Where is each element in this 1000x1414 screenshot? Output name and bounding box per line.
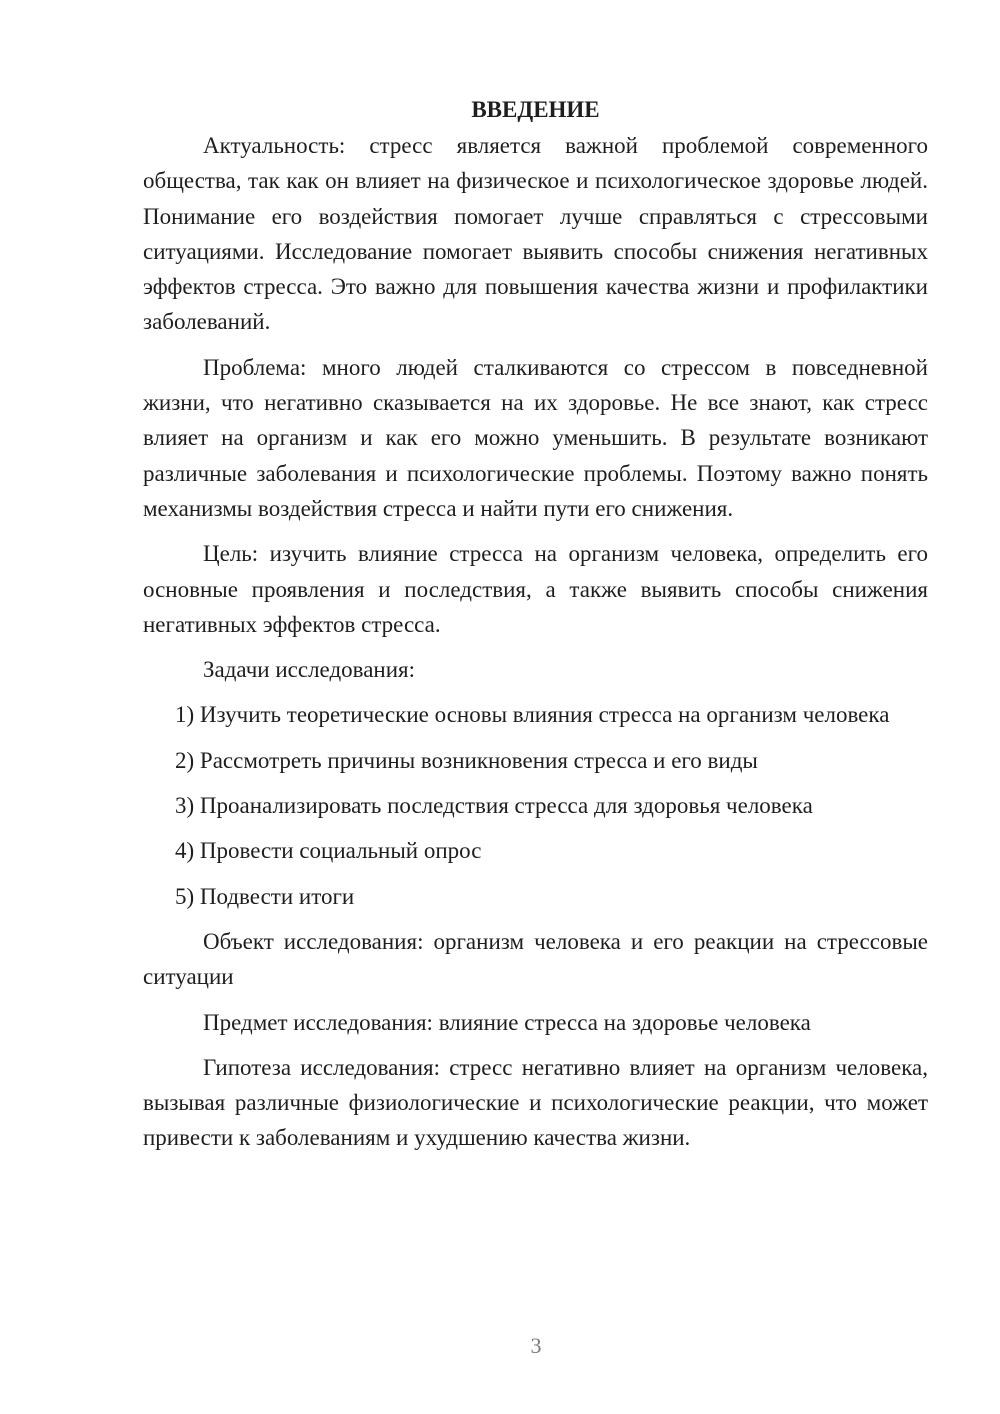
object-paragraph: Объект исследования: организм человека и его реакции на стрессовые ситуации <box>143 928 928 990</box>
tasks-heading: Задачи исследования: <box>203 657 416 683</box>
hypothesis-paragraph: Гипотеза исследования: стресс негативно влияет на организм человека, вызывая различные физиологические и психологические реакции, что может привести к заболеваниям и ухудшению качества жизни. <box>143 1054 928 1151</box>
task-item: 5) Подвести итоги <box>175 883 355 909</box>
relevance-paragraph: Актуальность: стресс является важной проблемой современного общества, так как он влияет на физическое и психологическое здоровье людей. Понимание его воздействия помогает лучше справляться с стрессовыми ситуациями. Исследование помогает выявить способы снижения негативных эффектов стресса. Это важно для повышения качества жизни и профилактики заболеваний. <box>143 133 928 335</box>
task-item: 2) Рассмотреть причины возникновения стресса и его виды <box>175 747 758 773</box>
subject-paragraph: Предмет исследования: влияние стресса на здоровье человека <box>203 1009 811 1035</box>
document-body <box>143 92 928 1166</box>
task-item: 3) Проанализировать последствия стресса для здоровья человека <box>175 793 813 819</box>
page-number: 3 <box>530 1333 542 1358</box>
section-title: ВВЕДЕНИЕ <box>471 97 600 122</box>
task-item: 1) Изучить теоретические основы влияния стресса на организм человека <box>175 702 890 728</box>
task-item: 4) Провести социальный опрос <box>175 838 482 864</box>
goal-paragraph: Цель: изучить влияние стресса на организм человека, определить его основные проявления и последствия, а также выявить способы снижения негативных эффектов стресса. <box>143 541 928 637</box>
problem-paragraph: Проблема: много людей сталкиваются со стрессом в повседневной жизни, что негативно сказывается на их здоровье. Не все знают, как стресс влияет на организм и как его можно уменьшить. В результате возникают различные заболевания и психологические проблемы. Поэтому важно понять механизмы воздействия стресса и найти пути его снижения. <box>143 354 928 521</box>
